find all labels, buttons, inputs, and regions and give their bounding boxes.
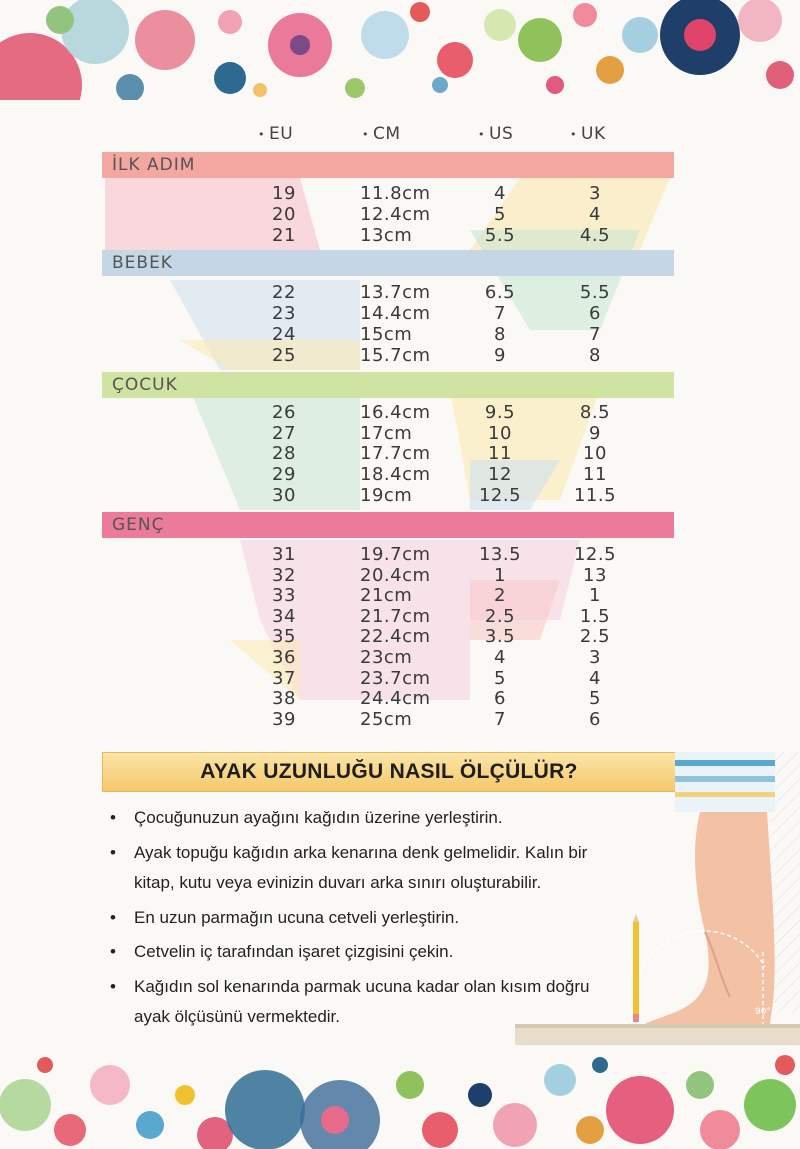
size-uk: 4 bbox=[589, 667, 601, 689]
size-chart bbox=[0, 100, 800, 750]
size-cm: 20.4cm bbox=[360, 564, 431, 586]
size-row bbox=[0, 688, 800, 709]
size-cm: 12.4cm bbox=[360, 204, 431, 226]
size-row bbox=[0, 443, 800, 464]
size-cm: 24.4cm bbox=[360, 688, 431, 710]
size-us: 8 bbox=[494, 324, 506, 345]
size-eu: 24 bbox=[272, 324, 296, 345]
size-us: 6 bbox=[494, 688, 506, 710]
size-uk: 6 bbox=[589, 708, 601, 730]
size-row bbox=[0, 606, 800, 627]
size-row bbox=[0, 544, 800, 565]
size-eu: 36 bbox=[272, 647, 296, 668]
step-item: • Ayak topuğu kağıdın arka kenarına denk gelmelidir. Kalın bir kitap, kutu veya evinizin duvarı arka sınırı oluşturabilir. bbox=[108, 838, 618, 899]
size-uk: 9 bbox=[589, 422, 601, 444]
size-eu: 35 bbox=[272, 626, 296, 648]
size-eu: 28 bbox=[272, 443, 296, 465]
category-label: İLK ADIM bbox=[112, 155, 196, 175]
size-us: 11 bbox=[488, 443, 512, 465]
header-uk: • UK bbox=[570, 124, 606, 144]
size-row bbox=[0, 324, 800, 345]
size-cm: 21.7cm bbox=[360, 605, 431, 627]
size-cm: 19.7cm bbox=[360, 544, 431, 565]
size-us: 4 bbox=[494, 183, 506, 204]
size-cm: 15.7cm bbox=[360, 345, 431, 366]
size-uk: 5.5 bbox=[579, 282, 611, 303]
size-uk: 11 bbox=[583, 464, 607, 486]
size-us: 5 bbox=[494, 667, 506, 689]
size-uk: 8.5 bbox=[579, 402, 611, 423]
size-eu: 38 bbox=[272, 688, 296, 710]
size-cm: 19cm bbox=[360, 484, 413, 506]
angle-label: 90° bbox=[755, 1007, 771, 1017]
size-eu: 32 bbox=[272, 564, 296, 586]
size-row bbox=[0, 402, 800, 423]
size-row bbox=[0, 204, 800, 225]
size-us: 5 bbox=[494, 204, 506, 226]
size-eu: 19 bbox=[272, 183, 296, 204]
size-uk: 11.5 bbox=[573, 484, 617, 506]
size-us: 5.5 bbox=[484, 225, 516, 247]
size-eu: 37 bbox=[272, 667, 296, 689]
size-row bbox=[0, 565, 800, 586]
size-eu: 39 bbox=[272, 708, 296, 730]
size-uk: 1 bbox=[589, 585, 601, 607]
size-row bbox=[0, 585, 800, 606]
category-label: BEBEK bbox=[112, 253, 173, 273]
size-eu: 23 bbox=[272, 303, 296, 324]
size-us: 2 bbox=[494, 585, 506, 607]
size-eu: 27 bbox=[272, 422, 296, 444]
size-us: 2.5 bbox=[484, 605, 516, 627]
size-eu: 29 bbox=[272, 464, 296, 486]
size-eu: 25 bbox=[272, 345, 296, 366]
size-eu: 30 bbox=[272, 484, 296, 506]
size-eu: 21 bbox=[272, 225, 296, 247]
size-uk: 5 bbox=[589, 688, 601, 710]
size-us: 7 bbox=[494, 303, 506, 324]
size-us: 10 bbox=[488, 422, 512, 444]
size-uk: 10 bbox=[583, 443, 607, 465]
size-cm: 11.8cm bbox=[360, 183, 431, 204]
size-row bbox=[0, 668, 800, 689]
size-eu: 26 bbox=[272, 402, 296, 423]
size-cm: 16.4cm bbox=[360, 402, 431, 423]
category-label: GENÇ bbox=[112, 515, 165, 535]
size-us: 6.5 bbox=[484, 282, 516, 303]
size-uk: 13 bbox=[583, 564, 607, 586]
size-row bbox=[0, 647, 800, 668]
size-cm: 17cm bbox=[360, 422, 413, 444]
size-row bbox=[0, 709, 800, 730]
bottom-dots-decoration bbox=[0, 1045, 800, 1149]
size-uk: 3 bbox=[589, 183, 601, 204]
category-band bbox=[102, 152, 674, 178]
size-cm: 23cm bbox=[360, 647, 413, 668]
size-us: 12 bbox=[488, 464, 512, 486]
size-row bbox=[0, 225, 800, 246]
how-to-title: AYAK UZUNLUĞU NASIL ÖLÇÜLÜR? bbox=[102, 752, 676, 792]
size-eu: 20 bbox=[272, 204, 296, 226]
size-uk: 2.5 bbox=[579, 626, 611, 648]
size-us: 7 bbox=[494, 708, 506, 730]
size-us: 4 bbox=[494, 647, 506, 668]
size-uk: 4.5 bbox=[579, 225, 611, 247]
top-dots-decoration bbox=[0, 0, 800, 100]
size-row bbox=[0, 423, 800, 444]
size-row bbox=[0, 485, 800, 506]
header-cm: • CM bbox=[362, 124, 401, 144]
header-us: • US bbox=[478, 124, 514, 144]
category-band bbox=[102, 372, 674, 398]
size-us: 12.5 bbox=[478, 484, 522, 506]
size-row bbox=[0, 626, 800, 647]
size-us: 1 bbox=[494, 564, 506, 586]
size-uk: 6 bbox=[589, 303, 601, 324]
size-row bbox=[0, 303, 800, 324]
category-band bbox=[102, 250, 674, 276]
category-label: ÇOCUK bbox=[112, 375, 178, 395]
size-eu: 22 bbox=[272, 282, 296, 303]
step-item: • En uzun parmağın ucuna cetveli yerleştirin. bbox=[108, 903, 618, 934]
size-row bbox=[0, 282, 800, 303]
size-cm: 15cm bbox=[360, 324, 413, 345]
size-cm: 13.7cm bbox=[360, 282, 431, 303]
size-cm: 17.7cm bbox=[360, 443, 431, 465]
size-uk: 1.5 bbox=[579, 605, 611, 627]
size-eu: 31 bbox=[272, 544, 296, 565]
size-row bbox=[0, 345, 800, 366]
step-item: • Çocuğunuzun ayağını kağıdın üzerine yerleştirin. bbox=[108, 803, 618, 834]
header-eu: • EU bbox=[258, 124, 294, 144]
size-cm: 25cm bbox=[360, 708, 413, 730]
size-row bbox=[0, 183, 800, 204]
size-cm: 13cm bbox=[360, 225, 413, 247]
size-us: 13.5 bbox=[478, 544, 522, 565]
size-eu: 33 bbox=[272, 585, 296, 607]
size-uk: 7 bbox=[589, 324, 601, 345]
size-uk: 4 bbox=[589, 204, 601, 226]
size-cm: 21cm bbox=[360, 585, 413, 607]
measurement-steps bbox=[108, 803, 618, 1037]
category-band bbox=[102, 512, 674, 538]
size-us: 9.5 bbox=[484, 402, 516, 423]
step-item: • Kağıdın sol kenarında parmak ucuna kadar olan kısım doğru ayak ölçüsünü vermektedir. bbox=[108, 972, 618, 1033]
size-row bbox=[0, 464, 800, 485]
size-uk: 12.5 bbox=[573, 544, 617, 565]
size-uk: 3 bbox=[589, 647, 601, 668]
size-us: 3.5 bbox=[484, 626, 516, 648]
size-uk: 8 bbox=[589, 345, 601, 366]
size-cm: 22.4cm bbox=[360, 626, 431, 648]
size-cm: 14.4cm bbox=[360, 303, 431, 324]
size-us: 9 bbox=[494, 345, 506, 366]
step-item: • Cetvelin iç tarafından işaret çizgisini çekin. bbox=[108, 937, 618, 968]
size-cm: 18.4cm bbox=[360, 464, 431, 486]
size-eu: 34 bbox=[272, 605, 296, 627]
size-cm: 23.7cm bbox=[360, 667, 431, 689]
